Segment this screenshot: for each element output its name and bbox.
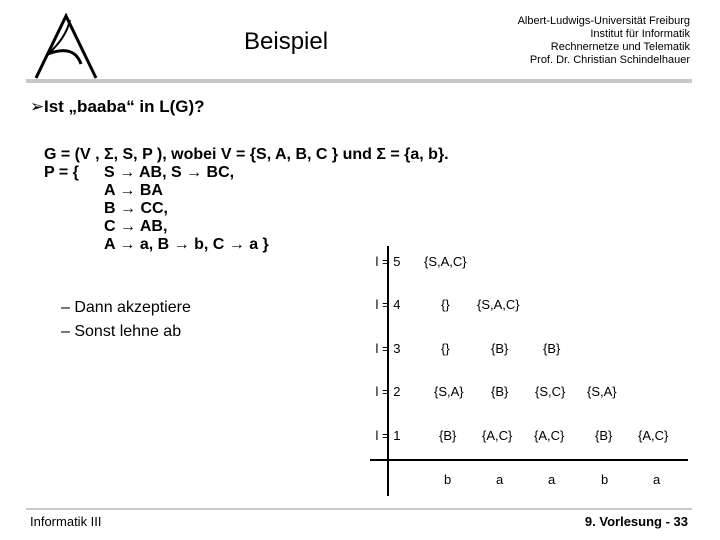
column-label: a: [496, 472, 504, 487]
row-label: l = 3: [375, 341, 401, 356]
logo-underline: [26, 79, 106, 83]
table-cell: {}: [441, 297, 450, 312]
production-rules: [104, 164, 269, 254]
table-cell: {S,A}: [587, 384, 617, 399]
production-rule: B → CC,: [104, 200, 168, 217]
affiliation-line: Rechnernetze und Telematik: [550, 41, 690, 53]
affiliation-line: Prof. Dr. Christian Schindelhauer: [529, 54, 690, 66]
production-rule: A → BA: [104, 182, 163, 199]
column-label: a: [653, 472, 661, 487]
bullet-question: [30, 97, 205, 117]
column-label: b: [601, 472, 609, 487]
table-cell: {}: [441, 341, 450, 356]
question-text: Ist „baaba“ in L(G)?: [44, 97, 205, 116]
affiliation-line: Albert-Ludwigs-Universität Freiburg: [517, 15, 690, 27]
production-rule: C → AB,: [104, 218, 168, 235]
table-cell: {S,C}: [535, 384, 566, 399]
production-rule: S → AB, S → BC,: [104, 164, 235, 181]
production-rule: A → a, B → b, C → a }: [104, 236, 269, 253]
footer-divider: [26, 508, 692, 510]
table-cell: {A,C}: [482, 428, 513, 443]
productions-label: P = {: [44, 164, 79, 181]
column-label: a: [548, 472, 556, 487]
footer-page-number: 9. Vorlesung - 33: [584, 514, 688, 529]
row-label: l = 1: [375, 428, 401, 443]
university-logo-icon: [26, 8, 106, 88]
decision-list: [61, 296, 191, 344]
header-divider: [106, 79, 692, 83]
affiliation-line: Institut für Informatik: [590, 28, 690, 40]
page-title: Beispiel: [244, 28, 329, 55]
table-cell: {S,A,C}: [424, 254, 467, 269]
grammar-tuple: G = (V , Σ, S, P ), wobei V = {S, A, B, C } und Σ = {a, b}.: [44, 146, 449, 163]
footer-course: Informatik III: [30, 514, 102, 529]
table-cell: {B}: [491, 341, 509, 356]
table-cell: {B}: [439, 428, 457, 443]
table-cell: {B}: [491, 384, 509, 399]
table-horizontal-axis: [370, 459, 688, 461]
arrow-bullet-icon: ➢: [30, 97, 45, 116]
table-cell: {B}: [595, 428, 613, 443]
affiliation-block: [518, 15, 690, 67]
row-label: l = 5: [375, 254, 401, 269]
column-label: b: [444, 472, 452, 487]
decision-reject: – Sonst lehne ab: [61, 323, 182, 340]
table-cell: {A,C}: [534, 428, 565, 443]
table-cell: {S,A}: [434, 384, 464, 399]
decision-accept: – Dann akzeptiere: [61, 299, 191, 316]
table-cell: {A,C}: [638, 428, 669, 443]
table-cell: {S,A,C}: [477, 297, 520, 312]
row-label: l = 4: [375, 297, 401, 312]
row-label: l = 2: [375, 384, 401, 399]
grammar-definition: [44, 146, 449, 253]
table-cell: {B}: [543, 341, 561, 356]
